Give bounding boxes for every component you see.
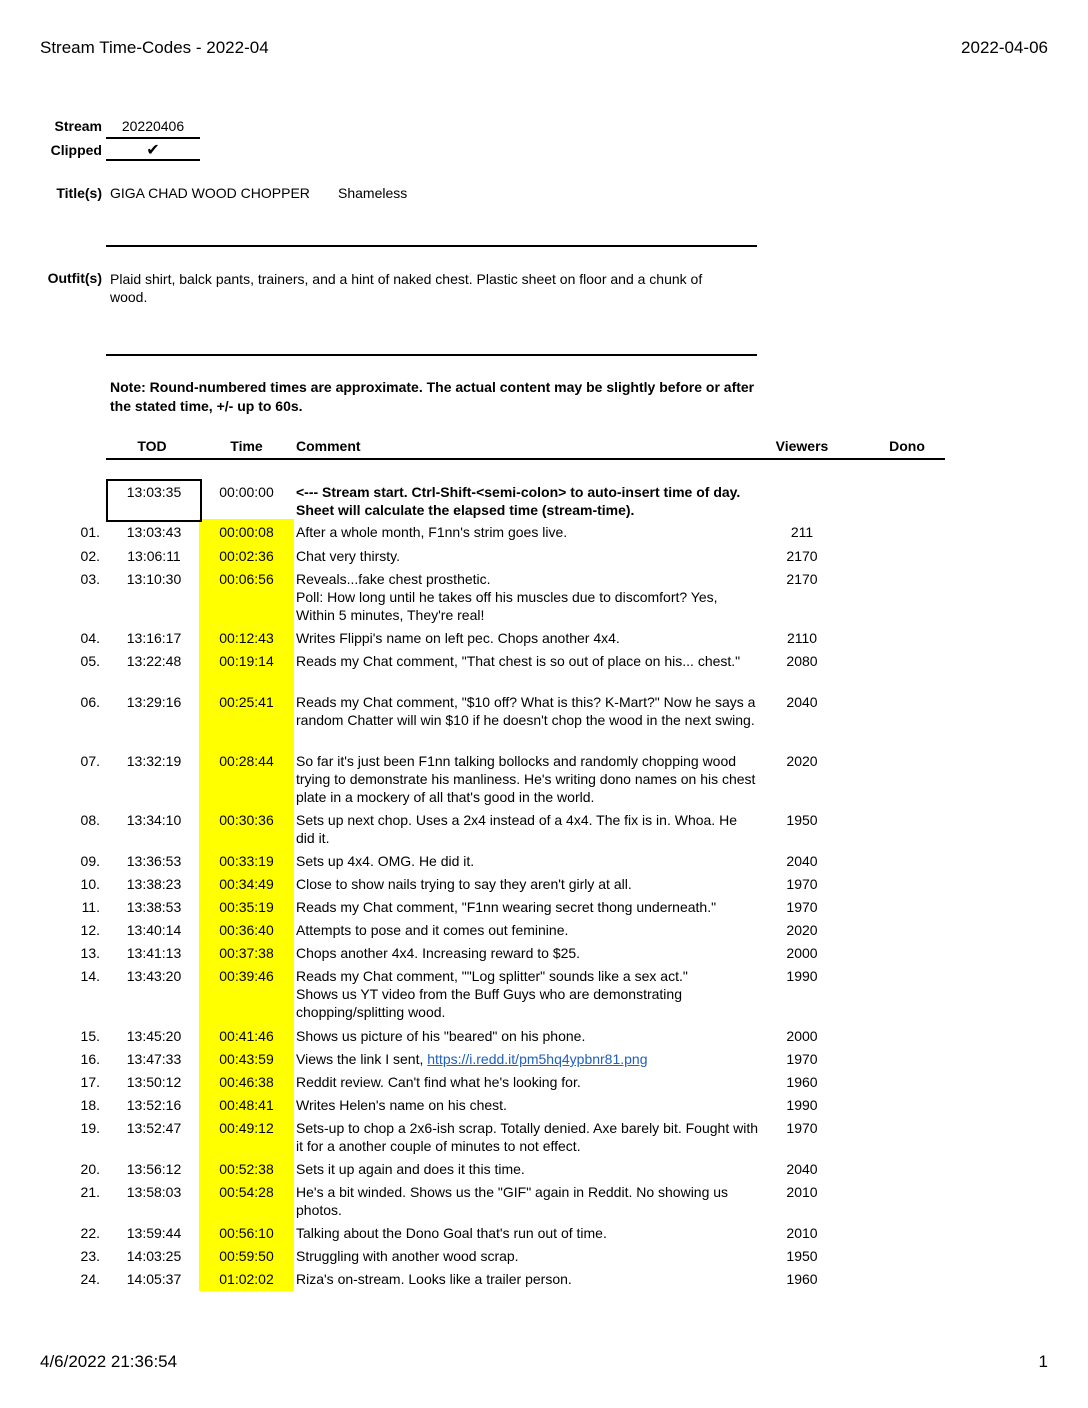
row-comment-text-2: Shows us YT video from the Buff Guys who are demonstrating chopping/splitting wood.: [296, 986, 682, 1020]
row-tod: 13:38:53: [126, 899, 182, 915]
outfits-underline: [106, 354, 757, 356]
row-number: 15.: [80, 1028, 100, 1044]
row-comment-text: Sets-up to chop a 2x6-ish scrap. Totally denied. Axe barely bit. Fought with it for a another couple of minutes to not effect.: [296, 1120, 758, 1154]
row-viewers: 1990: [786, 1097, 818, 1113]
row-comment-text: Talking about the Dono Goal that's run out of time.: [296, 1225, 607, 1241]
row-number: 24.: [80, 1271, 100, 1287]
row-viewers: 1970: [786, 1051, 818, 1067]
row-comment-text: Chat very thirsty.: [296, 548, 400, 564]
row-viewers: 2020: [786, 922, 818, 938]
row-comment-text-2: Poll: How long until he takes off his muscles due to discomfort? Yes, Within 5 minutes, They're real!: [296, 589, 718, 623]
row-comment-text: Attempts to pose and it comes out feminine.: [296, 922, 569, 938]
row-tod: 13:43:20: [126, 968, 182, 984]
row-number: 02.: [80, 548, 100, 564]
row-viewers: 2000: [786, 1028, 818, 1044]
row-comment-text: So far it's just been F1nn talking bollocks and randomly chopping wood trying to demonstrate his manliness. He's writing dono names on his chest plate in a mockery of all that's good in the world.: [296, 753, 756, 805]
row-number: 11.: [81, 899, 100, 915]
row-comment-text: Sets up next chop. Uses a 2x4 instead of a 4x4. The fix is in. Whoa. He did it.: [296, 812, 737, 846]
row-tod: 13:50:12: [126, 1074, 182, 1090]
row-viewers: 2040: [786, 1161, 818, 1177]
row-tod: 13:58:03: [126, 1184, 182, 1200]
row-time: 00:35:19: [219, 899, 274, 915]
row-comment: [296, 967, 758, 1021]
clipped-check-icon: ✔: [106, 140, 200, 161]
row-viewers: 1990: [786, 968, 818, 984]
row-comment-text: Riza's on-stream. Looks like a trailer person.: [296, 1271, 572, 1287]
row-time: 01:02:02: [219, 1271, 274, 1287]
outfits-value: [110, 270, 760, 306]
row-comment-text: Chops another 4x4. Increasing reward to $25.: [296, 945, 581, 961]
title-2: Shameless: [338, 185, 408, 201]
row-comment: [296, 752, 758, 806]
document-date: 2022-04-06: [961, 38, 1048, 57]
row-comment: [296, 570, 758, 624]
row-viewers: 2020: [786, 753, 818, 769]
row-tod: 13:32:19: [126, 753, 182, 769]
col-viewers: Viewers: [775, 438, 829, 454]
row-comment: [296, 1224, 758, 1242]
row-comment: [296, 1270, 758, 1288]
row-time: 00:54:28: [219, 1184, 274, 1200]
clipped-label: Clipped: [50, 142, 102, 158]
note: Note: Round-numbered times are approximate. The actual content may be slightly before or after the stated time, +/- up to 60s.: [110, 379, 755, 414]
row-viewers: 2080: [786, 653, 818, 669]
row-comment-text: Reads my Chat comment, "That chest is so out of place on his... chest.": [296, 653, 741, 669]
row-viewers: 1970: [786, 899, 818, 915]
row-comment-text: Reads my Chat comment, "$10 off? What is this? K-Mart?" Now he says a random Chatter will win $10 if he doesn't chop the wood in the next swing.: [296, 694, 756, 728]
row-time: 00:28:44: [219, 753, 274, 769]
row-comment: [296, 547, 758, 565]
row-tod: 13:06:11: [127, 548, 181, 564]
row-time: 00:30:36: [219, 812, 274, 828]
row-time: 00:59:50: [219, 1248, 274, 1264]
stream-label: Stream: [54, 118, 102, 134]
row-number: 18.: [80, 1097, 100, 1113]
row-comment-text: Struggling with another wood scrap.: [296, 1248, 519, 1264]
row-comment: [296, 1096, 758, 1114]
row-viewers: 2170: [786, 571, 818, 587]
row-number: 08.: [80, 812, 100, 828]
col-tod: TOD: [137, 438, 167, 454]
row-tod: 13:40:14: [126, 922, 182, 938]
row-number: 16.: [80, 1051, 100, 1067]
row-time: 00:06:56: [219, 571, 274, 587]
row-comment-text: Shows us picture of his "beared" on his phone.: [296, 1028, 586, 1044]
header-underline: [106, 458, 945, 460]
row-number: 13.: [80, 945, 100, 961]
row-number: 12.: [80, 922, 100, 938]
row-comment: [296, 1160, 758, 1178]
titles-underline: [106, 245, 757, 247]
row-tod: 13:47:33: [126, 1051, 182, 1067]
row-comment-text: Writes Helen's name on his chest.: [296, 1097, 507, 1113]
row-time: 00:48:41: [219, 1097, 274, 1113]
row-viewers: 2010: [786, 1184, 818, 1200]
row-tod: 13:56:12: [126, 1161, 182, 1177]
row-comment-text: Reads my Chat comment, ""Log splitter" sounds like a sex act.": [296, 968, 688, 984]
row-number: 20.: [80, 1161, 100, 1177]
row-time: 00:34:49: [219, 876, 274, 892]
row-tod: 13:10:30: [126, 571, 182, 587]
row-viewers: 2040: [786, 853, 818, 869]
row-viewers: 2010: [786, 1225, 818, 1241]
col-dono: Dono: [889, 438, 925, 454]
row-tod: 13:29:16: [126, 694, 182, 710]
row-comment: [296, 1073, 758, 1091]
row-number: 19.: [80, 1120, 100, 1136]
row-tod: 13:16:17: [126, 630, 182, 646]
row-viewers: 1960: [786, 1271, 818, 1287]
row-comment: [296, 1027, 758, 1045]
row-comment: [296, 811, 758, 847]
row-number: 23.: [80, 1248, 100, 1264]
title-1: GIGA CHAD WOOD CHOPPER: [110, 185, 310, 201]
outfits-label: Outfit(s): [47, 270, 102, 286]
row-viewers: 2110: [786, 630, 818, 646]
page-number: 1: [1038, 1352, 1048, 1371]
row-tod: 13:41:13: [126, 945, 182, 961]
row-time: 00:00:08: [219, 524, 274, 540]
row-viewers: 1970: [786, 1120, 818, 1136]
row-comment: [296, 921, 758, 939]
row-comment-text: After a whole month, F1nn's strim goes live.: [296, 524, 568, 540]
col-time: Time: [230, 438, 263, 454]
row-time: 00:49:12: [219, 1120, 274, 1136]
row-tod: 13:52:47: [126, 1120, 182, 1136]
row-comment: [296, 1183, 758, 1219]
row-comment: [296, 944, 758, 962]
row-time: 00:43:59: [219, 1051, 274, 1067]
row-viewers: 1950: [786, 812, 818, 828]
row-comment: [296, 1050, 758, 1068]
row-number: 07.: [80, 753, 100, 769]
row-time: 00:56:10: [219, 1225, 274, 1241]
row-time: 00:19:14: [219, 653, 274, 669]
row-number: 17.: [80, 1074, 100, 1090]
row-number: 09.: [80, 853, 100, 869]
row-time: 00:12:43: [219, 630, 274, 646]
row-tod: 13:52:16: [126, 1097, 182, 1113]
row-comment: [296, 1247, 758, 1265]
row-tod: 13:38:23: [126, 876, 182, 892]
row-tod: 13:36:53: [126, 853, 182, 869]
row-number: 03.: [80, 571, 100, 587]
start-tod: 13:03:35: [126, 484, 182, 500]
row-comment-text: Reddit review. Can't find what he's looking for.: [296, 1074, 581, 1090]
titles-label: Title(s): [56, 185, 102, 201]
document-title: Stream Time-Codes - 2022-04: [40, 38, 269, 57]
row-number: 14.: [80, 968, 100, 984]
row-viewers: 1960: [786, 1074, 818, 1090]
row-comment: [296, 852, 758, 870]
row-viewers: 2170: [786, 548, 818, 564]
row-number: 21.: [80, 1184, 100, 1200]
row-number: 22.: [80, 1225, 100, 1241]
row-tod: 13:59:44: [126, 1225, 182, 1241]
row-number: 10.: [80, 876, 100, 892]
row-comment: [296, 652, 758, 670]
row-comment: [296, 523, 758, 541]
row-comment: [296, 693, 758, 729]
row-number: 06.: [80, 694, 100, 710]
row-time: 00:36:40: [219, 922, 274, 938]
row-time: 00:25:41: [219, 694, 274, 710]
row-tod: 13:22:48: [126, 653, 182, 669]
row-tod: 14:05:37: [126, 1271, 182, 1287]
print-timestamp: 4/6/2022 21:36:54: [40, 1352, 178, 1371]
row-viewers: 2000: [786, 945, 818, 961]
col-comment: Comment: [296, 438, 361, 454]
row-comment-text: Views the link I sent,: [296, 1051, 428, 1067]
row-tod: 13:34:10: [126, 812, 182, 828]
row-viewers: 1970: [786, 876, 818, 892]
row-comment-text: Sets up 4x4. OMG. He did it.: [296, 853, 475, 869]
row-time: 00:39:46: [219, 968, 274, 984]
comment-link[interactable]: https://i.redd.it/pm5hq4ypbnr81.png: [427, 1051, 648, 1067]
row-time: 00:41:46: [219, 1028, 274, 1044]
row-comment: [296, 898, 758, 916]
row-comment-text: Close to show nails trying to say they aren't girly at all.: [296, 876, 632, 892]
row-time: 00:37:38: [219, 945, 274, 961]
row-time: 00:02:36: [219, 548, 274, 564]
row-tod: 13:45:20: [126, 1028, 182, 1044]
row-viewers: 1950: [786, 1248, 818, 1264]
row-comment-text: Reveals...fake chest prosthetic.: [296, 571, 491, 587]
row-comment-text: He's a bit winded. Shows us the "GIF" again in Reddit. No showing us photos.: [296, 1184, 729, 1218]
row-time: 00:46:38: [219, 1074, 274, 1090]
row-viewers: 2040: [786, 694, 818, 710]
row-time: 00:33:19: [219, 853, 274, 869]
row-number: 05.: [80, 653, 100, 669]
row-comment: [296, 1119, 758, 1155]
row-number: 01.: [80, 524, 100, 540]
row-viewers: 211: [790, 524, 814, 540]
row-tod: 13:03:43: [126, 524, 182, 540]
row-comment: [296, 629, 758, 647]
start-time: 00:00:00: [219, 484, 274, 500]
row-comment: [296, 875, 758, 893]
row-time: 00:52:38: [219, 1161, 274, 1177]
row-tod: 14:03:25: [126, 1248, 182, 1264]
row-comment-text: Writes Flippi's name on left pec. Chops another 4x4.: [296, 630, 620, 646]
start-comment: <--- Stream start. Ctrl-Shift-<semi-colon> to auto-insert time of day. Sheet will calculate the elapsed time (stream-time).: [296, 484, 741, 518]
stream-value: 20220406: [106, 118, 200, 139]
outfits-line-2: wood.: [110, 289, 148, 305]
row-comment-text: Reads my Chat comment, "F1nn wearing secret thong underneath.": [296, 899, 717, 915]
row-number: 04.: [80, 630, 100, 646]
outfits-line-1: Plaid shirt, balck pants, trainers, and a hint of naked chest. Plastic sheet on floor and a chunk of: [110, 271, 703, 287]
row-comment-text: Sets it up again and does it this time.: [296, 1161, 525, 1177]
